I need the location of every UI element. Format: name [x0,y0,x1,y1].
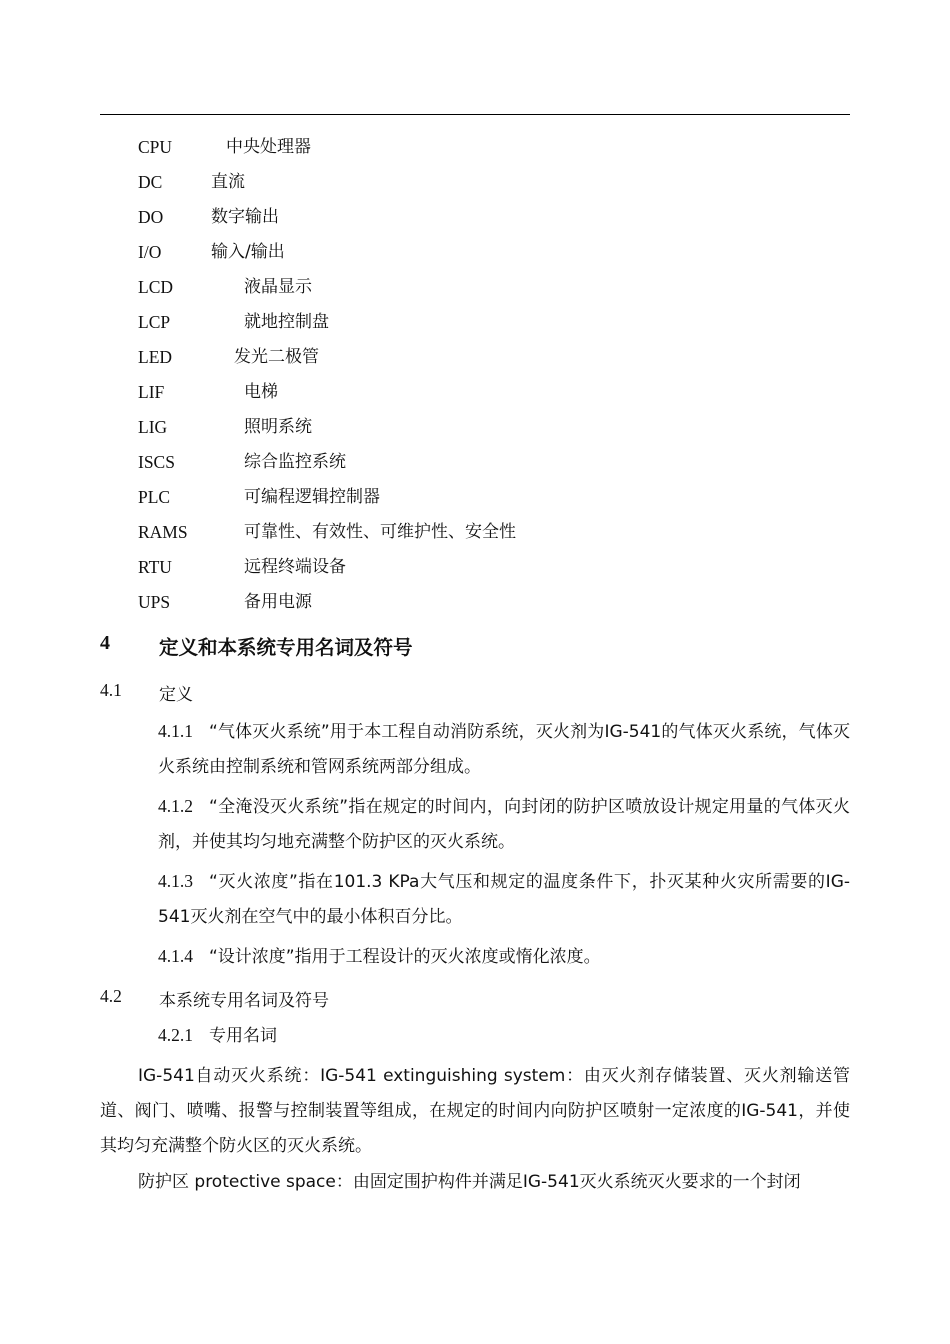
abbreviation-desc: 输入/输出 [211,242,285,262]
abbreviation-desc: 中央处理器 [226,137,311,157]
abbreviation-term: LED [138,347,173,367]
subsection-title: 本系统专用名词及符号 [159,991,329,1011]
abbreviation-desc: 照明系统 [244,417,312,437]
abbreviation-desc: 备用电源 [244,592,312,612]
abbreviation-desc: 液晶显示 [244,277,312,297]
abbreviation-term: RAMS [138,522,188,542]
abbreviation-desc: 远程终端设备 [244,557,346,577]
definition-text: “设计浓度”指用于工程设计的灭火浓度或惰化浓度。 [209,947,601,967]
abbreviation-term: I/O [138,242,162,262]
abbreviation-term: LIG [138,417,168,437]
definition-item [158,864,850,935]
sub-subsection-number: 4.2.1 [158,1025,193,1045]
abbreviation-term: ISCS [138,452,175,472]
abbreviation-desc: 发光二极管 [234,347,319,367]
section-title: 定义和本系统专用名词及符号 [159,636,413,659]
definition-number: 4.1.1 [158,721,193,741]
body-paragraph: IG-541自动灭火系统：IG-541 extinguishing system：由灭火剂存储装置、灭火剂输送管道、阀门、喷嘴、报警与控制装置等组成，在规定的时间内向防护区喷射一定浓度的IG-541，并使其均匀充满整个防火区的灭火系统。 [100,1066,850,1156]
definition-text: “灭火浓度”指在101.3 KPa大气压和规定的温度条件下，扑灭某种火灾所需要的IG-541灭火剂在空气中的最小体积百分比。 [158,872,850,927]
abbreviation-term: RTU [138,557,172,577]
abbreviation-desc: 数字输出 [211,207,279,227]
definition-number: 4.1.3 [158,871,193,891]
abbreviation-desc: 电梯 [244,382,278,402]
body-paragraph: 防护区 protective space：由固定围护构件并满足IG-541灭火系统灭火要求的一个封闭 [138,1172,801,1192]
abbreviation-desc: 直流 [211,172,245,192]
sub-subsection-title: 专用名词 [209,1026,277,1046]
definition-number: 4.1.4 [158,946,193,966]
definition-text: “全淹没灭火系统”指在规定的时间内，向封闭的防护区喷放设计规定用量的气体灭火剂，并使其均匀地充满整个防护区的灭火系统。 [158,797,850,852]
abbreviation-term: LCP [138,312,171,332]
abbreviation-desc: 综合监控系统 [244,452,346,472]
definition-item [158,939,850,975]
definition-number: 4.1.2 [158,796,193,816]
abbreviation-term: DC [138,172,163,192]
abbreviation-term: LIF [138,382,165,402]
subsection-number: 4.1 [100,680,122,700]
header-rule [100,114,850,115]
definition-item [158,714,850,785]
section-number: 4 [100,632,110,654]
abbreviation-term: DO [138,207,164,227]
abbreviation-desc: 就地控制盘 [244,312,329,332]
sub-subsection-heading [158,1018,850,1054]
abbreviation-term: UPS [138,592,171,612]
definition-text: “气体灭火系统”用于本工程自动消防系统，灭火剂为IG-541的气体灭火系统，气体灭火系统由控制系统和管网系统两部分组成。 [158,722,850,777]
subsection-number: 4.2 [100,986,122,1006]
abbreviation-term: CPU [138,137,173,157]
abbreviation-desc: 可靠性、有效性、可维护性、安全性 [244,522,516,542]
abbreviation-term: PLC [138,487,171,507]
abbreviation-desc: 可编程逻辑控制器 [244,487,380,507]
subsection-title: 定义 [159,685,193,705]
abbreviation-term: LCD [138,277,173,297]
definition-item [158,789,850,860]
